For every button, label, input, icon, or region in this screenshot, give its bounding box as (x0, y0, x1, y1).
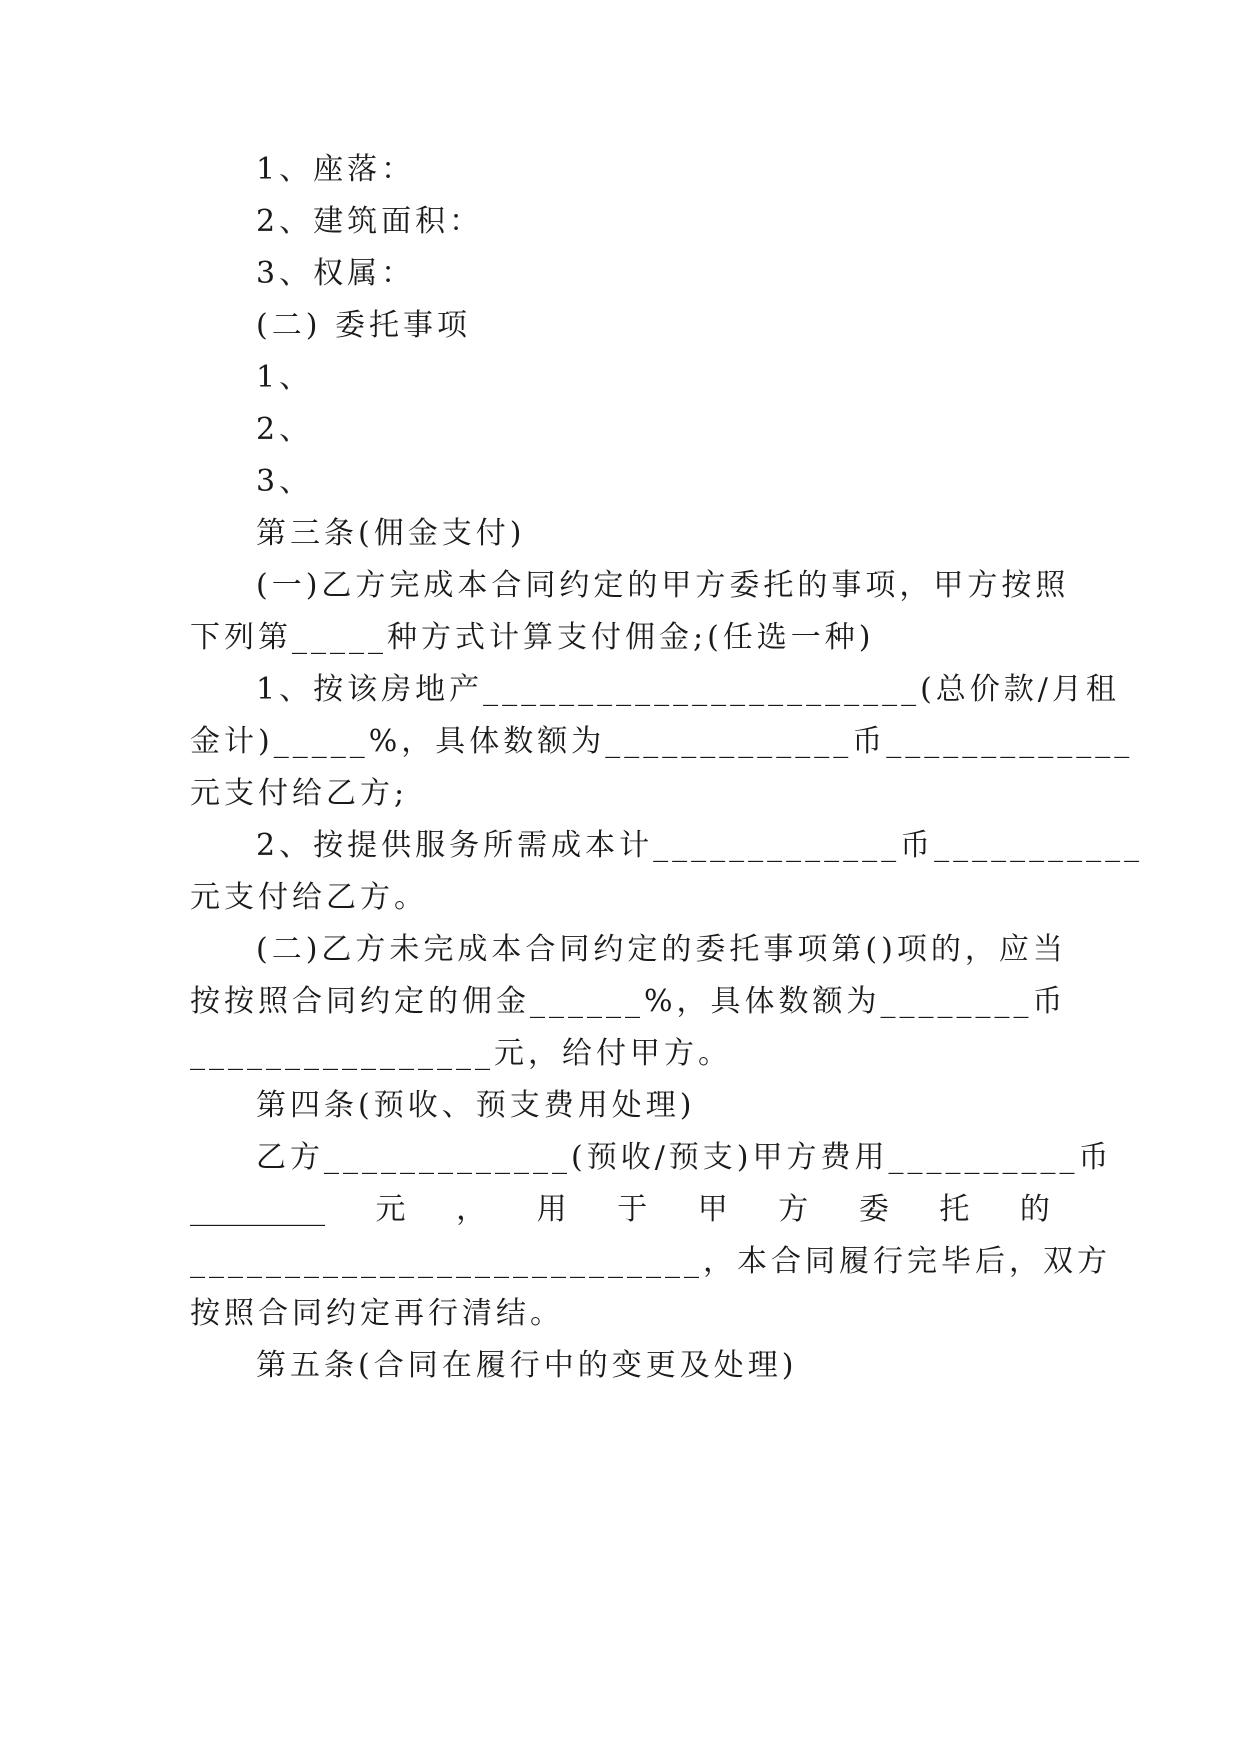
word: 的 (1019, 1192, 1050, 1227)
commission-option-2-line-2: 元支付给乙方。 (190, 880, 428, 915)
commission-option-1-line-1: 1、按该房地产_______________________(总价款/月租 (256, 672, 1120, 707)
word: 托 (939, 1192, 970, 1227)
commission-option-2-line-1: 2、按提供服务所需成本计_____________币___________ (256, 828, 1144, 863)
word: ， (456, 1192, 487, 1227)
entrusted-item-3: 3、 (256, 464, 314, 499)
article-3-para-1-line-2: 下列第_____种方式计算支付佣金;(任选一种) (190, 620, 875, 655)
commission-option-1-line-3: 元支付给乙方; (190, 776, 409, 811)
article-3-para-1-line-1: (一)乙方完成本合同约定的甲方委托的事项，甲方按照 (256, 568, 1070, 603)
blank-amount: _________ (190, 1192, 325, 1227)
word: 甲 (697, 1192, 728, 1227)
word: 用 (536, 1192, 567, 1227)
word: 于 (617, 1192, 648, 1227)
article-3-para-2-line-3: ________________元，给付甲方。 (190, 1036, 732, 1071)
word: 方 (778, 1192, 809, 1227)
word: 元 (375, 1192, 406, 1227)
article-4-para-line-4: 按照合同约定再行清结。 (190, 1296, 564, 1331)
word: 委 (858, 1192, 889, 1227)
item-ownership: 3、权属： (256, 256, 416, 291)
article-3-para-2-line-1: (二)乙方未完成本合同约定的委托事项第()项的，应当 (256, 932, 1067, 967)
article-5-heading: 第五条(合同在履行中的变更及处理) (256, 1348, 798, 1383)
item-floor-area: 2、建筑面积： (256, 204, 484, 239)
article-4-para-line-2 (190, 1190, 1050, 1230)
item-location: 1、座落： (256, 152, 416, 187)
article-3-heading: 第三条(佣金支付) (256, 516, 526, 551)
article-3-para-2-line-2: 按按照合同约定的佣金______%，具体数额为________币 (190, 984, 1067, 1019)
entrusted-item-1: 1、 (256, 360, 314, 395)
section-heading-entrusted-matters: (二) 委托事项 (256, 308, 471, 343)
article-4-para-line-3: ___________________________，本合同履行完毕后，双方 (190, 1244, 1111, 1279)
commission-option-1-line-2: 金计)_____%，具体数额为_____________币_____________ (190, 724, 1134, 759)
entrusted-item-2: 2、 (256, 412, 314, 447)
article-4-heading: 第四条(预收、预支费用处理) (256, 1088, 696, 1123)
article-4-para-line-1: 乙方_____________(预收/预支)甲方费用__________币 (256, 1140, 1113, 1175)
